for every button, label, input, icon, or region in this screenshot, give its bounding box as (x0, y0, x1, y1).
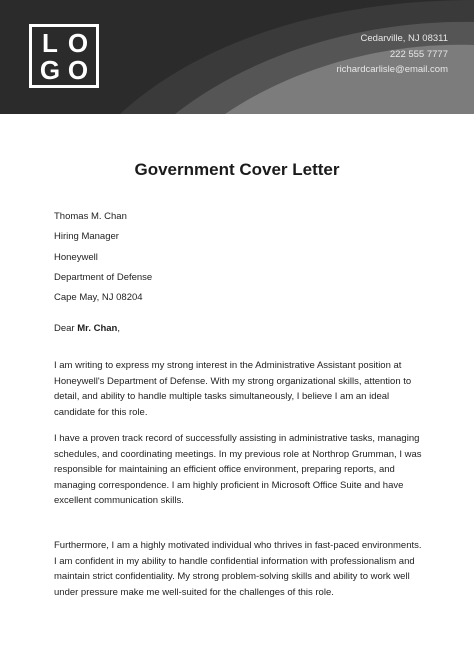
logo-letter: O (67, 27, 89, 58)
salutation-name: Mr. Chan (77, 323, 118, 334)
logo-letter: O (67, 54, 89, 85)
salutation (54, 323, 120, 334)
body-paragraph-2: I have a proven track record of successfully assisting in administrative tasks, managing schedules, and coordinating meetings. In my previous role at Northrop Grumman, I was responsible for maintaining an efficient office environment, preparing reports, and managing correspondence. I am highly proficient in Microsoft Office Suite and have excellent communication skills. (54, 433, 422, 506)
company-logo (29, 24, 99, 88)
document-title: Government Cover Letter (134, 160, 340, 179)
salutation-suffix: , (117, 323, 120, 334)
sender-phone: 222 555 7777 (389, 48, 448, 60)
body-paragraph-1: I am writing to express my strong interest in the Administrative Assistant position at Honeywell's Department of Defense. With my strong organizational skills, attention to detail, and ability to handle multiple tasks simultaneously, I believe I am an ideal candidate for this role. (54, 360, 412, 418)
recipient-department: Department of Defense (54, 271, 153, 283)
sender-address: Cedarville, NJ 08311 (360, 33, 448, 44)
logo-letter: L (42, 27, 58, 58)
letterhead-band (0, 0, 474, 114)
logo-letter: G (39, 54, 61, 85)
sender-email: richardcarlisle@email.com (336, 64, 448, 75)
recipient-block (54, 207, 152, 308)
recipient-city-state: Cape May, NJ 08204 (54, 292, 143, 304)
recipient-name: Thomas M. Chan (54, 211, 127, 222)
body-paragraph-3: Furthermore, I am a highly motivated individual who thrives in fast-paced environments. I am confident in my ability to handle confidential information with professionalism and maintain strict confidentiality. My strong problem-solving skills and ability to work well under pressure make me well-suited for the challenges of this role. (54, 540, 422, 598)
recipient-company: Honeywell (54, 251, 98, 263)
sender-contact-block (336, 31, 448, 78)
salutation-prefix: Dear (54, 323, 78, 334)
recipient-position: Hiring Manager (54, 231, 119, 243)
